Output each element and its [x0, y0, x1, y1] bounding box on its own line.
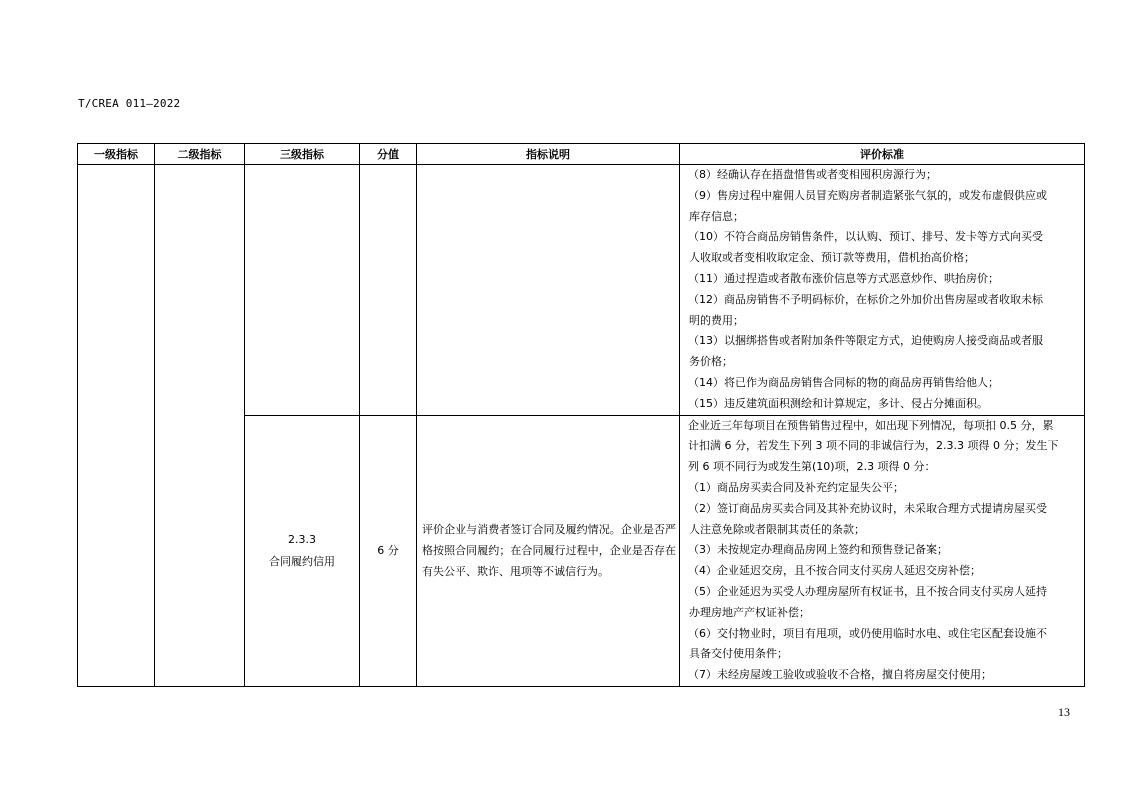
score-cell: 6 分 — [360, 415, 417, 686]
criteria-line: （2）签订商品房买卖合同及其补充协议时，未采取合理方式提请房屋买受 — [688, 501, 1047, 515]
criteria-line: 明的费用； — [689, 313, 744, 327]
table-header-row — [78, 144, 1085, 165]
criteria-line: 具备交付使用条件； — [689, 647, 788, 661]
evaluation-table — [77, 143, 1085, 687]
level1-cell — [78, 165, 155, 687]
header-level1: 一级指标 — [78, 144, 155, 165]
criteria-line: （4）企业延迟交房，且不按合同支付买房人延迟交房补偿； — [688, 564, 981, 578]
criteria-line: 列 6 项不同行为或发生第(10)项，2.3 项得 0 分： — [688, 460, 936, 474]
page-number: 13 — [1058, 705, 1070, 719]
criteria-line: （1）商品房买卖合同及补充约定显失公平； — [688, 480, 904, 494]
header-criteria: 评价标准 — [680, 144, 1085, 165]
criteria-line: （13）以捆绑搭售或者附加条件等限定方式，迫使购房人接受商品或者服 — [688, 334, 1043, 348]
criteria-line: 办理房地产产权证补偿； — [689, 605, 810, 619]
criteria-cell — [680, 415, 1085, 686]
criteria-line: （12）商品房销售不予明码标价，在标价之外加价出售房屋或者收取未标 — [688, 292, 1043, 306]
document-code: T/CREA 011—2022 — [78, 97, 181, 110]
criteria-line: （11）通过捏造或者散布涨价信息等方式恶意炒作、哄抬房价； — [688, 271, 999, 285]
criteria-line: （8）经确认存在捂盘惜售或者变相囤积房源行为； — [688, 168, 937, 181]
criteria-line: （3）未按规定办理商品房网上签约和预售登记备案； — [688, 543, 948, 557]
description-cell — [417, 165, 680, 416]
criteria-line: （9）售房过程中雇佣人员冒充购房者制造紧张气氛的，或发布虚假供应或 — [688, 188, 1047, 202]
criteria-line: （14）将已作为商品房销售合同标的物的商品房再销售给他人； — [688, 375, 999, 389]
header-level2: 二级指标 — [155, 144, 245, 165]
criteria-line: 计扣满 6 分，若发生下列 3 项不同的非诚信行为，2.3.3 项得 0 分；发生下 — [688, 439, 1059, 453]
criteria-line: 务价格； — [689, 355, 733, 369]
header-description: 指标说明 — [417, 144, 680, 165]
indicator-name: 合同履约信用 — [269, 554, 335, 568]
level2-cell — [155, 165, 245, 687]
header-score: 分值 — [360, 144, 417, 165]
criteria-line: （15）违反建筑面积测绘和计算规定，多计、侵占分摊面积。 — [688, 396, 988, 410]
criteria-line: 人注意免除或者限制其责任的条款； — [689, 522, 865, 536]
indicator-code: 2.3.3 — [288, 532, 316, 546]
criteria-line: （6）交付物业时，项目有甩项，或仍使用临时水电、或住宅区配套设施不 — [688, 626, 1047, 640]
table-row — [78, 165, 1085, 416]
criteria-line: （5）企业延迟为买受人办理房屋所有权证书，且不按合同支付买房人延持 — [688, 584, 1047, 598]
criteria-line: 库存信息； — [689, 209, 744, 223]
header-level3: 三级指标 — [245, 144, 360, 165]
criteria-line: 人收取或者变相收取定金、预订款等费用，借机抬高价格； — [689, 251, 975, 265]
level3-cell — [245, 165, 360, 416]
criteria-cell — [680, 165, 1085, 416]
score-cell — [360, 165, 417, 416]
level3-cell — [245, 415, 360, 686]
criteria-line: （10）不符合商品房销售条件，以认购、预订、排号、发卡等方式向买受 — [688, 230, 1043, 244]
description-cell: 评价企业与消费者签订合同及履约情况。企业是否严格按照合同履约；在合同履行过程中，企业是否存在有失公平、欺诈、甩项等不诚信行为。 — [417, 415, 680, 686]
criteria-line: 企业近三年每项目在预售销售过程中，如出现下列情况，每项扣 0.5 分，累 — [688, 418, 1054, 432]
criteria-line: （7）未经房屋竣工验收或验收不合格，擅自将房屋交付使用； — [688, 668, 992, 682]
